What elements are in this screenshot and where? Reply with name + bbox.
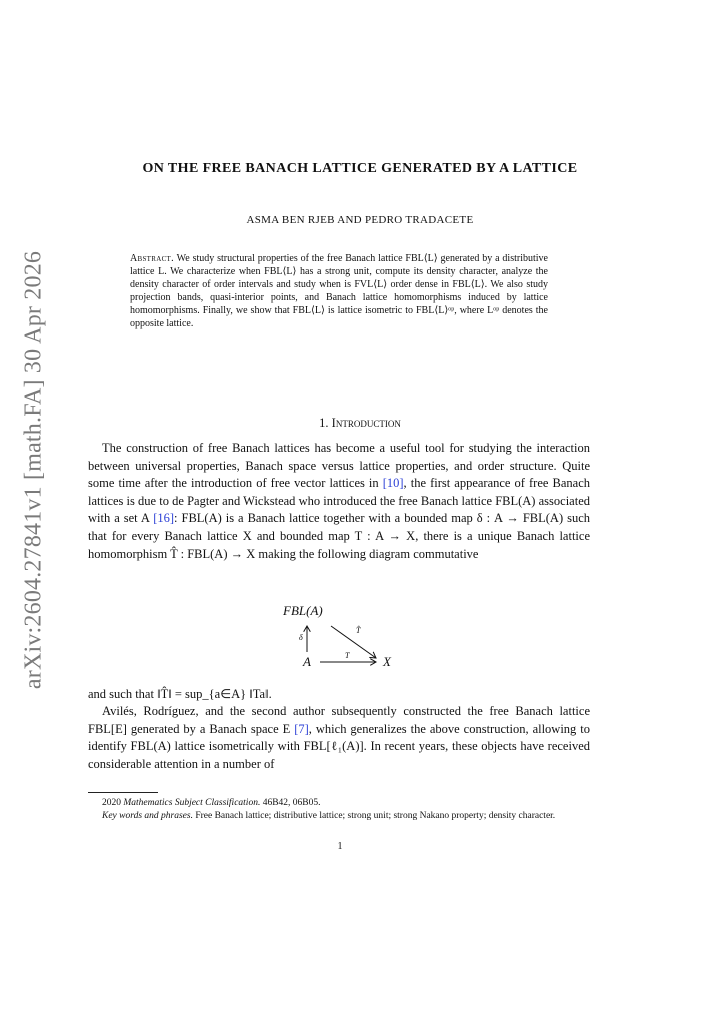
intro-paragraph-2 (88, 703, 590, 773)
p2-text-b: , which generalizes the above construction, allowing to identify FBL(A) lattice isometrically with FBL[ℓ₁(A)]. In recent years, these objects have received considerable attention in a number of (88, 721, 591, 771)
section-number: 1. (319, 416, 329, 430)
keywords-label: Key words and phrases. (102, 811, 193, 821)
diagram-node-fbl: FBL(A) (283, 603, 323, 618)
diagram-label-t: T (345, 651, 350, 660)
section-title: Introduction (331, 416, 401, 430)
keywords-value: Free Banach lattice; distributive lattice; strong unit; strong Nakano property; density character. (195, 811, 556, 821)
citation-link[interactable]: [16] (153, 511, 175, 526)
citation-link[interactable]: [10] (382, 476, 404, 491)
diagram-label-delta: δ (299, 633, 303, 642)
footnote-rule (88, 792, 158, 793)
abstract-lead: Abstract. (130, 253, 174, 264)
p2-text-a: Avilés, Rodríguez, and the second author subsequently constructed the free Banach lattice FBL[E] generated by a Banach space E (88, 704, 590, 736)
diagram-node-a: A (303, 654, 311, 669)
paper-title: ON THE FREE BANACH LATTICE GENERATED BY A LATTICE (142, 161, 578, 176)
msc-label: Mathematics Subject Classification. (123, 798, 261, 808)
commutative-diagram (270, 600, 410, 680)
diagram-node-x: X (383, 654, 391, 669)
p1-text-c: : FBL(A) is a Banach lattice together with a bounded map δ : A → FBL(A) such that for every Banach lattice X and bounded map T : A → X, there is a unique Banach lattice homomorphism T̂ : FBL(A) → X making the following diagram commutative (88, 511, 590, 561)
msc-value: 46B42, 06B05. (262, 798, 321, 808)
footnote-msc (88, 797, 590, 810)
p1-text-a: The construction of free Banach lattices has become a useful tool for studying the interaction between universal properties, Banach space versus lattice properties, and order structure. Quite some time after the introduction of free vector lattices in (88, 441, 590, 491)
abstract-body: We study structural properties of the free Banach lattice FBL⟨L⟩ generated by a distributive lattice L. We characterize when FBL⟨L⟩ has a strong unit, compute its density character, analyze the density character of order intervals and study when is FVL⟨L⟩ order dense in FBL⟨L⟩. We also study projection bands, quasi-interior points, and Banach lattice homomorphisms induced by lattice homomorphisms. Finally, we show that FBL⟨L⟩ is lattice isometric to FBL⟨L⟩ᵒᵖ, where Lᵒᵖ denotes the opposite lattice. (130, 253, 548, 329)
citation-link[interactable]: [7] (294, 721, 309, 736)
footnotes (88, 797, 590, 823)
norm-condition: and such that ‖T̂‖ = sup_{a∈A} ‖Ta‖. (88, 687, 272, 701)
footnote-keywords (88, 810, 590, 823)
page-number: 1 (337, 841, 343, 852)
diagram-label-that: T̂ (356, 626, 361, 635)
abstract (130, 252, 548, 330)
section-heading (100, 416, 620, 431)
msc-year: 2020 (102, 798, 121, 808)
that-arrow (331, 626, 376, 658)
paper-authors: ASMA BEN RJEB AND PEDRO TRADACETE (246, 214, 474, 226)
intro-paragraph-1 (88, 440, 590, 563)
p1-text-b: , the first appearance of free Banach lattices is due to de Pagter and Wickstead who introduced the free Banach lattice FBL(A) associated with a set A (88, 476, 590, 526)
arxiv-identifier: arXiv:2604.27841v1 [math.FA] 30 Apr 2026 (20, 250, 47, 690)
